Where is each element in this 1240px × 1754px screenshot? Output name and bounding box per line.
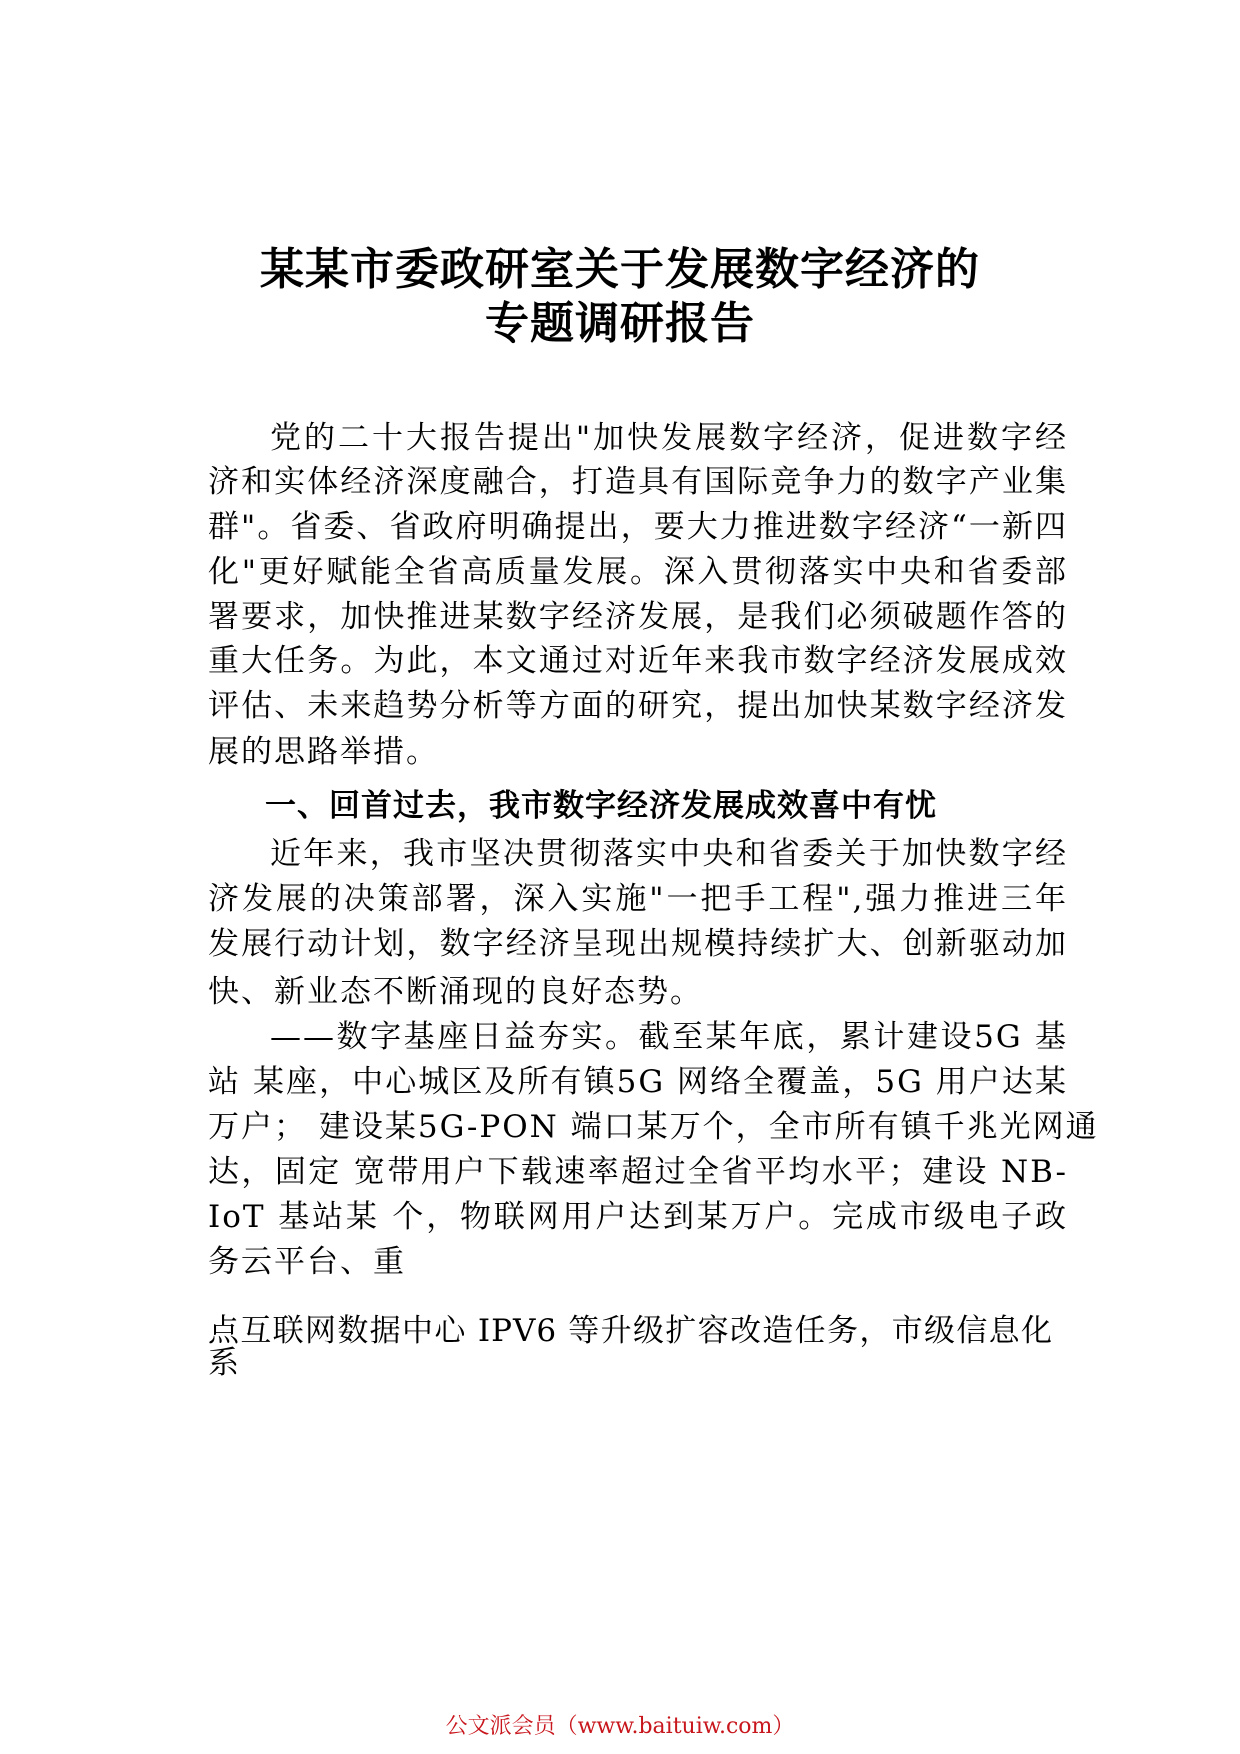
paragraph-3-line-2: 站 某座，中心城区及所有镇5G 网络全覆盖，5G 用户达某 — [208, 1064, 1068, 1100]
paragraph-3-line-5: IoT 基站某 个，物联网用户达到某万户。完成市级电子政 — [208, 1199, 1068, 1235]
paragraph-1-line-6: 重大任务。为此，本文通过对近年来我市数字经济发展成效 — [208, 643, 1068, 679]
paragraph-2-line-2: 济发展的决策部署，深入实施"一把手工程",强力推进三年 — [208, 881, 1068, 917]
paragraph-1-line-4: 化"更好赋能全省高质量发展。深入贯彻落实中央和省委部 — [208, 554, 1068, 590]
paragraph-3-line-4: 达，固定 宽带用户下载速率超过全省平均水平；建设 NB- — [208, 1154, 1068, 1190]
paragraph-1-line-2: 济和实体经济深度融合，打造具有国际竞争力的数字产业集 — [208, 464, 1068, 500]
paragraph-1-line-5: 署要求，加快推进某数字经济发展，是我们必须破题作答的 — [208, 599, 1068, 635]
paragraph-1-line-1: 党的二十大报告提出"加快发展数字经济，促进数字经 — [270, 420, 1068, 456]
document-title-line-2: 专题调研报告 — [485, 298, 755, 349]
paragraph-3-line-1: ——数字基座日益夯实。截至某年底，累计建设5G 基 — [270, 1019, 1068, 1055]
paragraph-1-line-3: 群"。省委、省政府明确提出，要大力推进数字经济“一新四 — [208, 509, 1068, 545]
paragraph-3-line-7: 点互联网数据中心 IPV6 等升级扩容改造任务，市级信息化 — [208, 1313, 1053, 1349]
paragraph-3-line-6: 务云平台、重 — [208, 1244, 406, 1280]
footer-watermark-text: 公文派会员（www.baituiw.com） — [445, 1714, 795, 1739]
paragraph-2-line-1: 近年来，我市坚决贯彻落实中央和省委关于加快数字经 — [270, 836, 1068, 872]
paragraph-3-line-8: 系 — [208, 1345, 241, 1381]
paragraph-2-line-4: 快、新业态不断涌现的良好态势。 — [208, 974, 703, 1010]
section-heading-1: 一、回首过去，我市数字经济发展成效喜中有忧 — [265, 788, 937, 824]
paragraph-2-line-3: 发展行动计划，数字经济呈现出规模持续扩大、创新驱动加 — [208, 926, 1068, 962]
paragraph-1-line-7: 评估、未来趋势分析等方面的研究，提出加快某数字经济发 — [208, 688, 1068, 724]
paragraph-1-line-8: 展的思路举措。 — [208, 734, 439, 770]
paragraph-3-line-3: 万户； 建设某5G-PON 端口某万个，全市所有镇千兆光网通 — [208, 1109, 1099, 1145]
document-title-line-1: 某某市委政研室关于发展数字经济的 — [260, 244, 980, 295]
